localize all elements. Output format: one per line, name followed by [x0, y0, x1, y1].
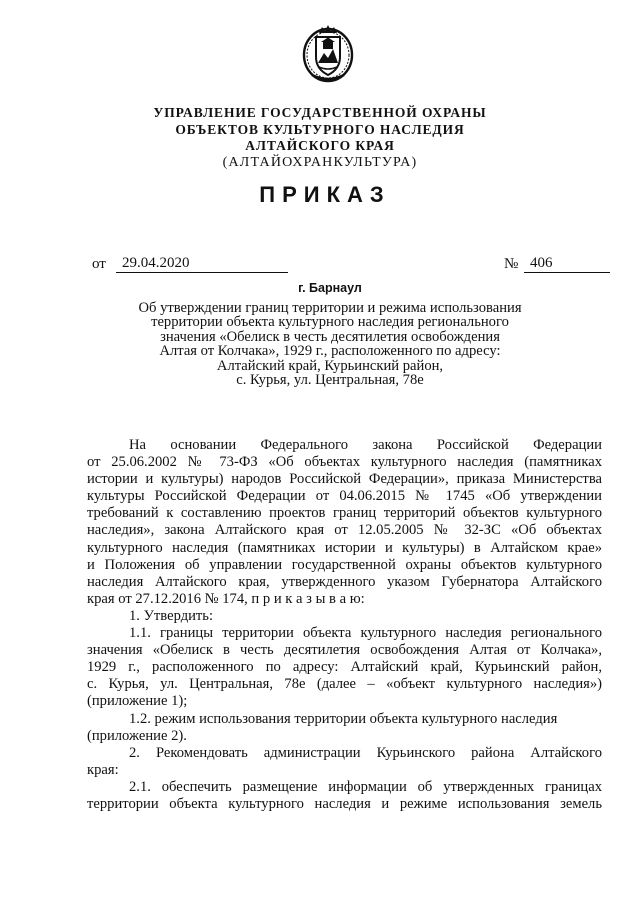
body-line: края от 27.12.2016 № 174, п р и к а з ы в а ю: [87, 590, 365, 607]
date-value: 29.04.2020 [116, 256, 288, 273]
number-prefix: № [504, 256, 519, 272]
body-line: (приложение 2). [87, 727, 187, 744]
organization-name [0, 105, 640, 171]
body-line: 1. Утвердить: [129, 607, 214, 624]
body-line: истории и культуры) народов Российской Федерации», приказа Министерства [87, 471, 602, 488]
subject-line: значения «Обелиск в честь десятилетия освобождения [160, 328, 500, 345]
city-label: г. Барнаул [298, 281, 362, 295]
body-line: 1.2. режим использования территории объекта культурного наследия [129, 710, 558, 727]
coat-of-arms-icon [302, 23, 354, 83]
body-line: 2. Рекомендовать администрации Курьинского района Алтайского [129, 744, 602, 761]
body-line: с. Курья, ул. Центральная, 78е (далее – «объект культурного наследия») [87, 676, 602, 693]
body-line: наследия», закона Алтайского края от 12.05.2005 № 32-ЗС «Об объектах [87, 522, 602, 539]
body-line: 2.1. обеспечить размещение информации об утвержденных границах [129, 778, 602, 795]
org-short-name: (АЛТАЙОХРАНКУЛЬТУРА) [222, 154, 418, 170]
subject-line: Алтая от Колчака», 1929 г., расположенного по адресу: [159, 343, 501, 360]
date-prefix: от [92, 256, 106, 272]
subject-line: территории объекта культурного наследия регионального [151, 314, 509, 331]
body-line: наследия Алтайского края, утвержденного указом Губернатора Алтайского [87, 573, 602, 590]
body-line: 1.1. границы территории объекта культурного наследия регионального [129, 625, 602, 642]
org-line: ОБЪЕКТОВ КУЛЬТУРНОГО НАСЛЕДИЯ [175, 121, 465, 137]
body-line: и Положения об управлении государственной охраны объектов культурного [87, 556, 602, 573]
body-line: культуры Российской Федерации от 04.06.2015 № 1745 «Об утверждении [87, 488, 602, 505]
org-line: АЛТАЙСКОГО КРАЯ [245, 138, 395, 153]
body-line: значения «Обелиск в честь десятилетия освобождения Алтая от Колчака», [87, 642, 602, 659]
body-line: 1929 г., расположенного по адресу: Алтайский край, Курьинский район, [87, 659, 602, 676]
body-line: территории объекта культурного наследия и режиме использования земель [87, 795, 602, 812]
body-line: На основании Федерального закона Российской Федерации [129, 437, 602, 453]
document-body [87, 437, 602, 813]
body-line: края: [87, 761, 119, 778]
org-line: УПРАВЛЕНИЕ ГОСУДАРСТВЕННОЙ ОХРАНЫ [153, 105, 487, 120]
number-value: 406 [524, 256, 610, 273]
date-number-row [92, 256, 612, 276]
body-line: от 25.06.2002 № 73-ФЗ «Об объектах культурного наследия (памятниках [87, 454, 602, 471]
subject-line: Алтайский край, Курьинский район, [216, 357, 444, 374]
document-type-title: ПРИКАЗ [259, 182, 391, 207]
subject-line: Об утверждении границ территории и режима использования [138, 300, 522, 316]
body-line: культурного наследия (памятниках истории и культуры) в Алтайском крае» [87, 539, 602, 556]
document-subject [0, 301, 640, 387]
subject-line: с. Курья, ул. Центральная, 78е [236, 372, 424, 389]
body-line: требований к составлению проектов границ территорий объектов культурного [87, 505, 602, 522]
body-line: (приложение 1); [87, 693, 188, 710]
